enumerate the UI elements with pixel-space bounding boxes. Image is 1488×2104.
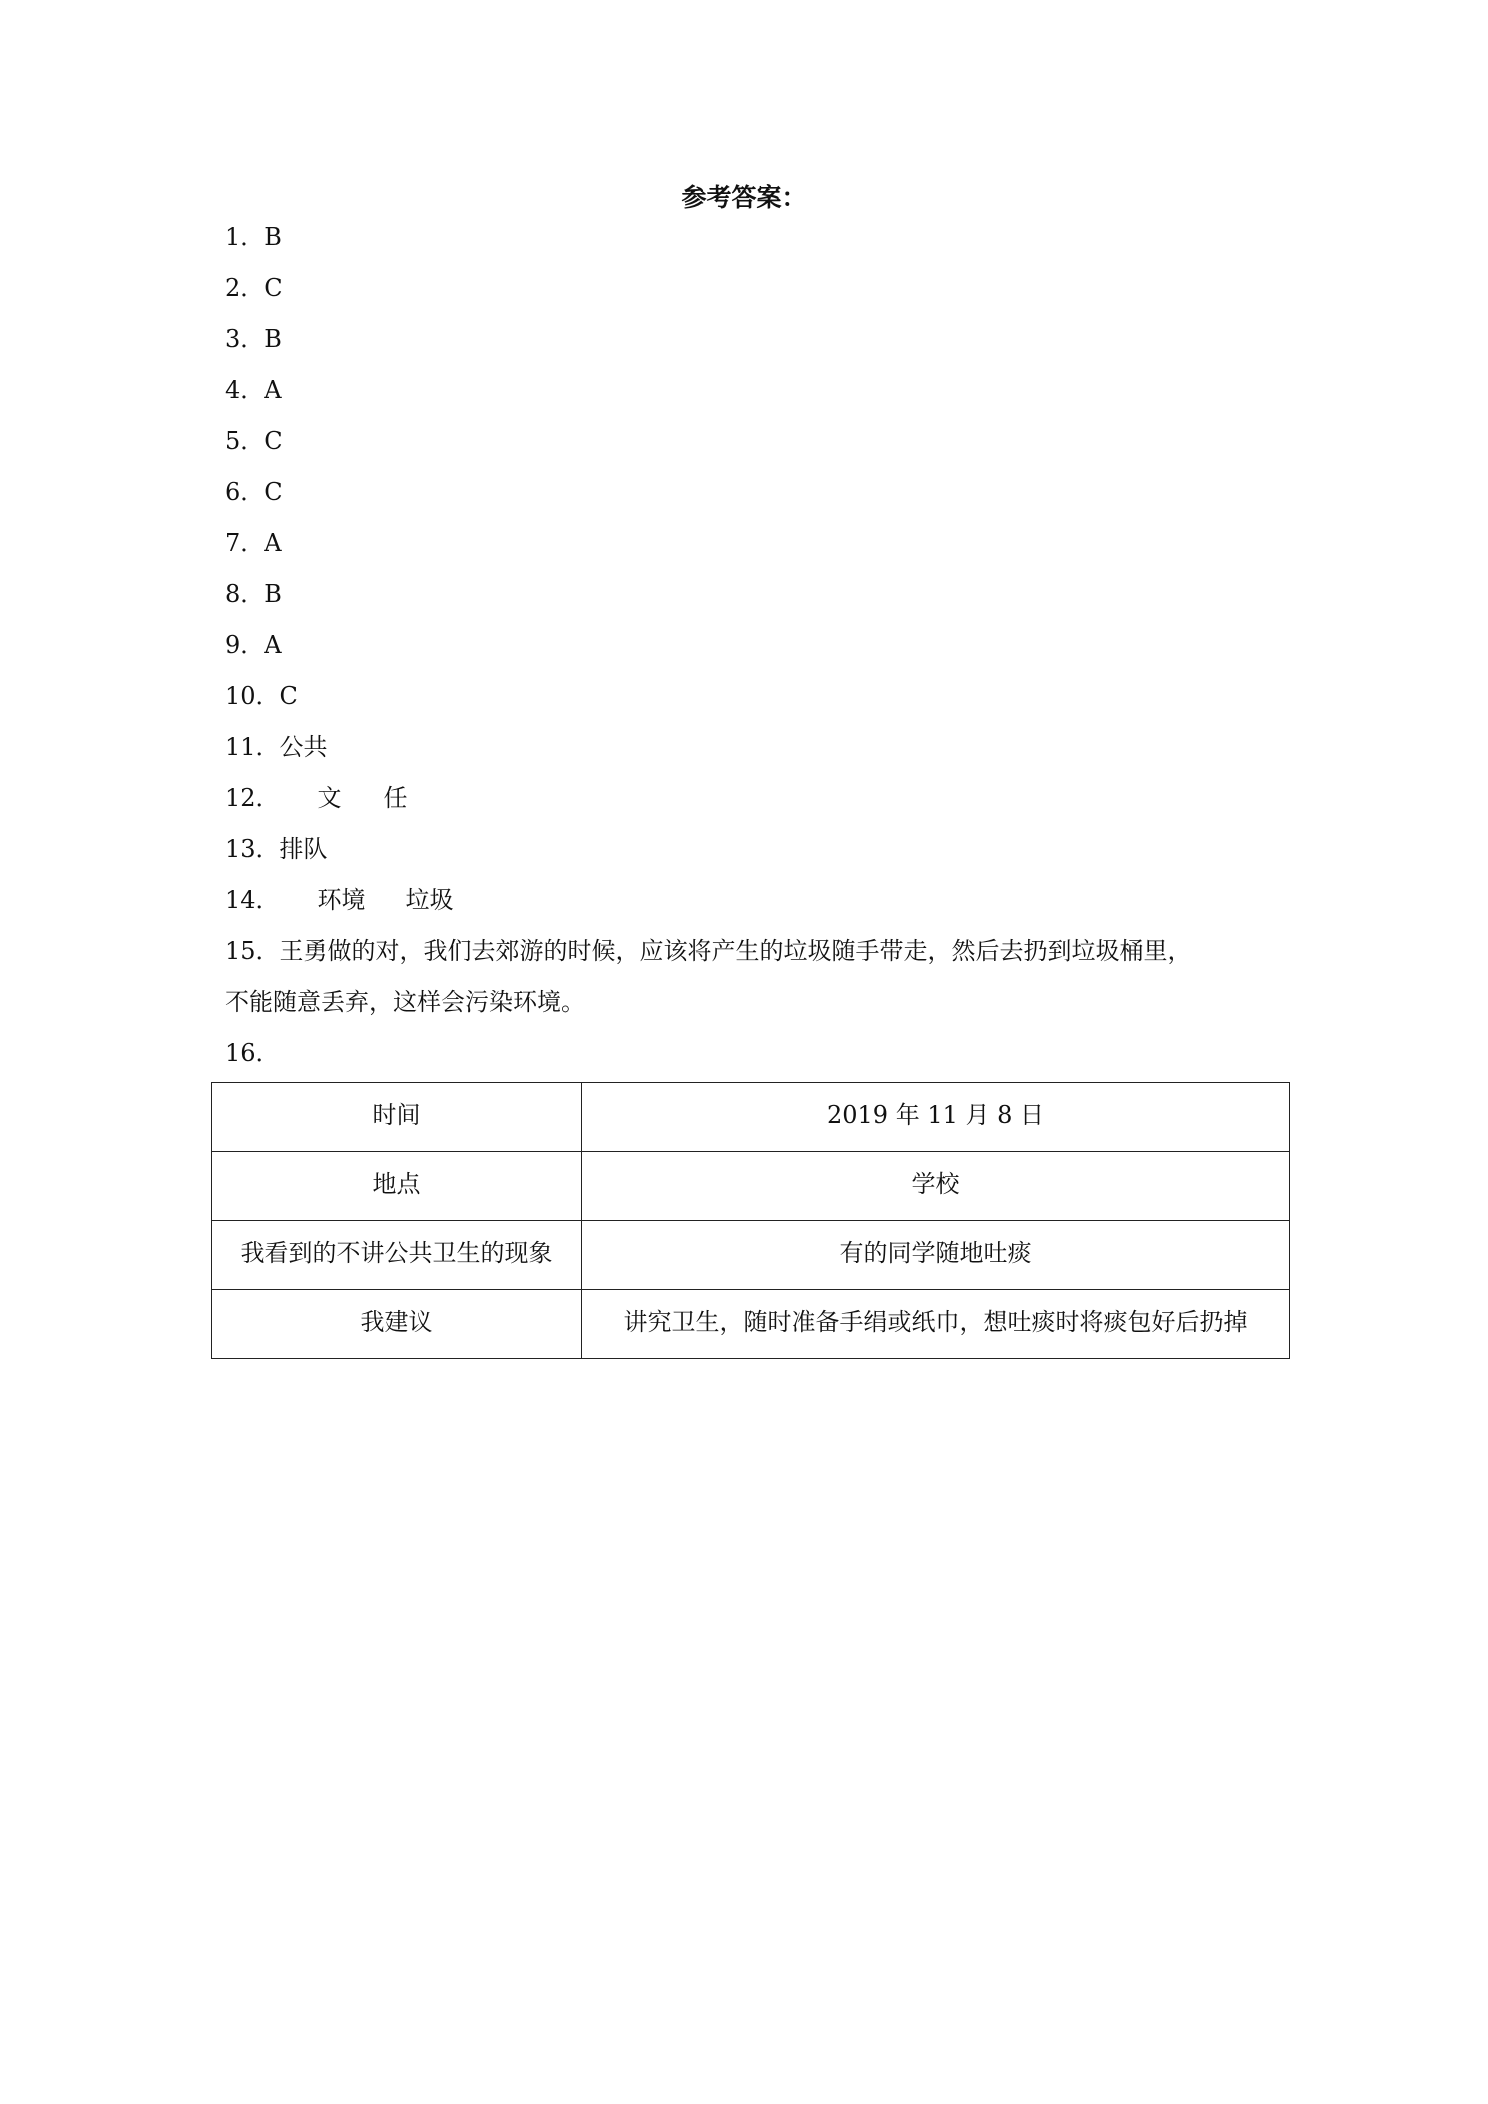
table-cell-value: 有的同学随地吐痰	[582, 1221, 1290, 1290]
answer-number: 13．	[225, 835, 280, 863]
answer-blank: 环境	[317, 886, 366, 914]
answer-number: 8．	[225, 580, 265, 608]
answer-blank: 任	[383, 784, 408, 812]
answer-item	[225, 773, 1285, 824]
table-row	[212, 1221, 1290, 1290]
answer-item	[225, 314, 1285, 365]
answer-number: 4．	[225, 376, 265, 404]
answer-text: C	[264, 274, 283, 302]
answer-item	[225, 263, 1285, 314]
answer-number: 6．	[225, 478, 265, 506]
answer-blank: 垃圾	[405, 886, 454, 914]
table-row	[212, 1083, 1290, 1152]
answer-number: 14．	[225, 886, 280, 914]
answer-item	[225, 824, 1285, 875]
answer-text: A	[264, 529, 282, 557]
answer-item-15	[225, 926, 1285, 1028]
table-cell-value: 2019 年 11 月 8 日	[582, 1083, 1290, 1152]
table-cell-label: 时间	[212, 1083, 582, 1152]
answer-item	[225, 671, 1285, 722]
answer-number: 16．	[225, 1039, 280, 1067]
answer-item	[225, 365, 1285, 416]
table-cell-label: 地点	[212, 1152, 582, 1221]
answer-text: B	[264, 223, 282, 251]
answer-number: 12．	[225, 784, 280, 812]
answer-item	[225, 875, 1285, 926]
answer-number: 7．	[225, 529, 265, 557]
answer-number: 1．	[225, 223, 265, 251]
answer-text: B	[264, 580, 282, 608]
answer-text: B	[264, 325, 282, 353]
answer-item-16	[225, 1028, 1285, 1079]
answer-item	[225, 722, 1285, 773]
answer-text: C	[264, 478, 283, 506]
answer-number: 3．	[225, 325, 265, 353]
answer-text-line2: 不能随意丢弃，这样会污染环境。	[225, 988, 585, 1016]
table-row	[212, 1290, 1290, 1359]
answer-number: 11．	[225, 733, 280, 761]
answer-item	[225, 416, 1285, 467]
answer-item	[225, 620, 1285, 671]
table-row	[212, 1152, 1290, 1221]
answer-list	[225, 212, 1285, 1079]
answer-text: C	[264, 427, 283, 455]
answer-number: 5．	[225, 427, 265, 455]
table-cell-value: 学校	[582, 1152, 1290, 1221]
answer-number: 9．	[225, 631, 265, 659]
table-cell-value: 讲究卫生，随时准备手绢或纸巾，想吐痰时将痰包好后扔掉	[582, 1290, 1290, 1359]
answer-text: A	[264, 376, 282, 404]
answer-number: 10．	[225, 682, 280, 710]
table-cell-label: 我看到的不讲公共卫生的现象	[212, 1221, 582, 1290]
answer-text: 公共	[279, 733, 328, 761]
answer-item	[225, 467, 1285, 518]
answer-text: C	[279, 682, 298, 710]
page-title: 参考答案：	[681, 183, 807, 212]
answer-number: 15．	[225, 937, 280, 965]
answer-table	[211, 1082, 1290, 1359]
answer-text: A	[264, 631, 282, 659]
answer-text-line1: 王勇做的对，我们去郊游的时候，应该将产生的垃圾随手带走，然后去扔到垃圾桶里，	[279, 937, 1192, 965]
answer-blank: 文	[317, 784, 342, 812]
table-cell-label: 我建议	[212, 1290, 582, 1359]
answer-item	[225, 569, 1285, 620]
answer-item	[225, 518, 1285, 569]
answer-item	[225, 212, 1285, 263]
answer-text: 排队	[279, 835, 328, 863]
answer-number: 2．	[225, 274, 265, 302]
